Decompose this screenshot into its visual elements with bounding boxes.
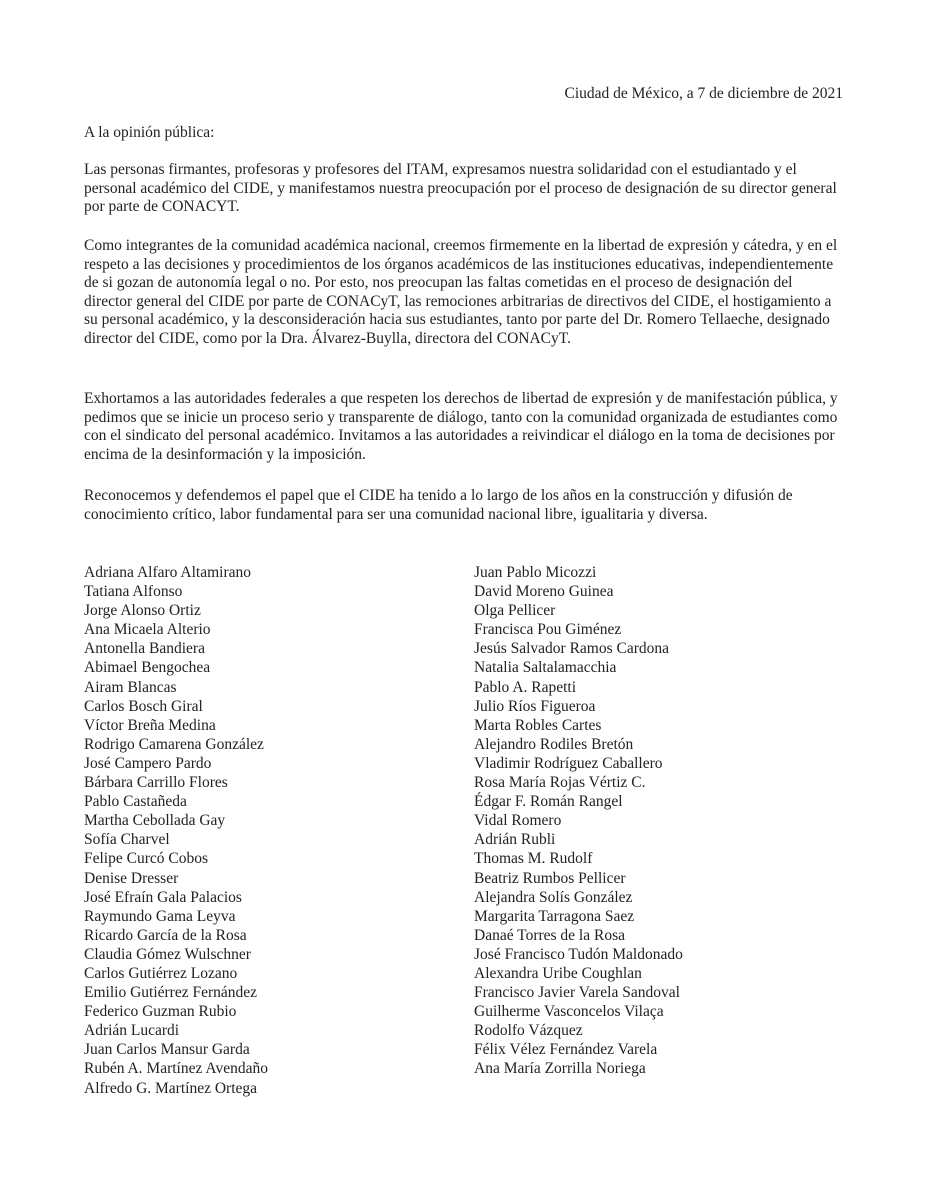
signatory-name: José Campero Pardo [84,754,212,772]
signatory-name: Adrián Rubli [474,831,556,849]
signatory-name: Adrián Lucardi [84,1022,180,1040]
signatory-name: Denise Dresser [84,869,179,887]
signatory-name: Pablo A. Rapetti [474,678,577,696]
signatory-name: Adriana Alfaro Altamirano [84,564,252,581]
signatory-name: Tatiana Alfonso [84,583,183,601]
signatory-name: Pablo Castañeda [84,793,187,811]
signatory-name: Juan Carlos Mansur Garda [84,1041,250,1059]
paragraph-exhortation: Exhortamos a las autoridades federales a que respeten los derechos de libertad de expresión y de manifestación pública, y pedimos que se inicie un proceso serio y transparente de diálogo, tanto con la comunidad organizada de estudiantes como con el sindicato del personal académico. Invitamos a las autoridades a reivindicar el diálogo en la toma de decisiones por encima de la desinformación y la imposición. [84,390,838,463]
signatory-name: Félix Vélez Fernández Varela [474,1041,658,1059]
signatories-right-column [474,563,683,1079]
signatory-name: David Moreno Guinea [474,583,614,601]
signatory-name: Alejandra Solís González [474,888,633,906]
signatory-name: Juan Pablo Micozzi [474,564,597,581]
signatory-name: Airam Blancas [84,678,177,696]
signatory-name: Beatriz Rumbos Pellicer [474,869,626,887]
signatory-name: Rosa María Rojas Vértiz C. [474,774,646,792]
signatory-name: Emilio Gutiérrez Fernández [84,984,258,1002]
signatory-name: Thomas M. Rudolf [474,850,593,868]
signatory-name: Guilherme Vasconcelos Vilaça [474,1003,664,1021]
signatory-name: Francisco Javier Varela Sandoval [474,984,680,1002]
date-line: Ciudad de México, a 7 de diciembre de 2021 [564,85,843,102]
signatory-name: Rubén A. Martínez Avendaño [84,1060,268,1078]
signatory-name: Ana María Zorrilla Noriega [474,1060,646,1078]
signatories-left-column [84,563,268,1098]
signatory-name: Danaé Torres de la Rosa [474,926,625,944]
signatory-name: Sofía Charvel [84,831,170,849]
signatory-name: Olga Pellicer [474,602,556,620]
signatory-name: Felipe Curcó Cobos [84,850,208,868]
salutation: A la opinión pública: [84,124,215,141]
signatory-name: Rodolfo Vázquez [474,1022,583,1040]
paragraph-concerns: Como integrantes de la comunidad académica nacional, creemos firmemente en la libertad de expresión y cátedra, y en el respeto a las decisiones y procedimientos de los órganos académicos de las instituciones educativas, independientemente de si gozan de autonomía legal o no. Por esto, nos preocupan las faltas cometidas en el proceso de designación del director general del CIDE por parte de CONACyT, las remociones arbitrarias de directivos del CIDE, el hostigamiento a su personal académico, y la desconsideración hacia sus estudiantes, tanto por parte del Dr. Romero Tellaeche, designado director del CIDE, como por la Dra. Álvarez-Buylla, directora del CONACyT. [84,237,838,347]
signatory-name: Raymundo Gama Leyva [84,907,236,925]
signatory-name: Carlos Gutiérrez Lozano [84,964,238,982]
signatory-name: Jorge Alonso Ortiz [84,602,201,620]
signatory-name: Marta Robles Cartes [474,716,602,734]
signatory-name: Vladimir Rodríguez Caballero [474,754,663,772]
signatory-name: Ana Micaela Alterio [84,621,211,639]
signatory-name: Jesús Salvador Ramos Cardona [474,640,670,658]
signatory-name: Carlos Bosch Giral [84,697,203,715]
signatory-name: Antonella Bandiera [84,640,205,658]
paragraph-recognition: Reconocemos y defendemos el papel que el CIDE ha tenido a lo largo de los años en la construcción y difusión de conocimiento crítico, labor fundamental para ser una comunidad nacional libre, igualitaria y diversa. [84,487,793,523]
signatory-name: Margarita Tarragona Saez [474,907,635,925]
signatory-name: Abimael Bengochea [84,659,211,677]
signatory-name: Claudia Gómez Wulschner [84,945,251,963]
signatory-name: Rodrigo Camarena González [84,735,264,753]
signatory-name: Édgar F. Román Rangel [474,793,623,811]
signatory-name: Alfredo G. Martínez Ortega [84,1079,258,1097]
signatory-name: Julio Ríos Figueroa [474,697,596,715]
signatory-name: Natalia Saltalamacchia [474,659,617,677]
signatory-name: Federico Guzman Rubio [84,1003,237,1021]
signatory-name: Bárbara Carrillo Flores [84,774,228,792]
signatory-name: Vidal Romero [474,812,562,830]
signatory-name: Alejandro Rodiles Bretón [474,735,634,753]
signatory-name: Víctor Breña Medina [84,716,216,734]
signatory-name: José Francisco Tudón Maldonado [474,945,683,963]
signatory-name: Francisca Pou Giménez [474,621,622,639]
paragraph-solidarity: Las personas firmantes, profesoras y profesores del ITAM, expresamos nuestra solidaridad con el estudiantado y el personal académico del CIDE, y manifestamos nuestra preocupación por el proceso de designación de su director general por parte de CONACYT. [84,161,837,215]
signatory-name: Ricardo García de la Rosa [84,926,247,944]
signatory-name: Alexandra Uribe Coughlan [474,964,642,982]
signatory-name: José Efraín Gala Palacios [84,888,242,906]
signatory-name: Martha Cebollada Gay [84,812,226,830]
